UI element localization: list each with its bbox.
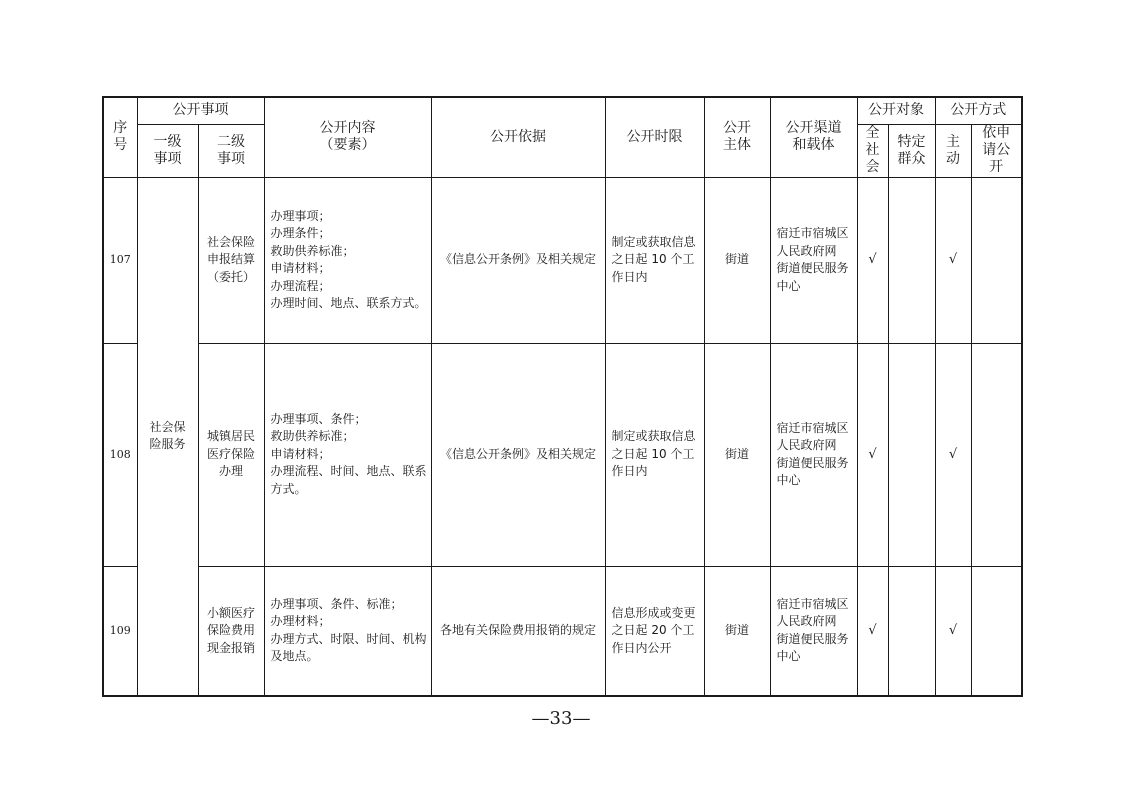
table-row (103, 343, 1022, 566)
row-target-all: √ (857, 177, 888, 343)
row-method-request (971, 343, 1022, 566)
row-level2: 社会保险 申报结算 （委托） (198, 177, 264, 343)
row-level2: 小额医疗 保险费用 现金报销 (198, 566, 264, 696)
row-time-limit: 制定或获取信息 之日起 10 个工 作日内 (605, 343, 704, 566)
header-content: 公开内容 （要素） (264, 97, 431, 177)
row-time-limit: 制定或获取信息 之日起 10 个工 作日内 (605, 177, 704, 343)
row-method-active: √ (935, 177, 971, 343)
row-time-limit: 信息形成或变更 之日起 20 个工 作日内公开 (605, 566, 704, 696)
header-method-active: 主 动 (935, 124, 971, 177)
table-body (103, 177, 1022, 696)
row-method-request (971, 566, 1022, 696)
row-method-active: √ (935, 343, 971, 566)
level1-cell: 社会保 险服务 (137, 177, 198, 696)
header-target-all: 全 社 会 (857, 124, 888, 177)
header-matter-group: 公开事项 (137, 97, 264, 124)
row-subject: 街道 (704, 343, 770, 566)
row-target-all: √ (857, 566, 888, 696)
row-basis: 各地有关保险费用报销的规定 (431, 566, 605, 696)
header-level2: 二级 事项 (198, 124, 264, 177)
table-header (103, 97, 1022, 177)
row-target-specific (888, 343, 935, 566)
page-number: —33— (531, 708, 591, 729)
header-level1: 一级 事项 (137, 124, 198, 177)
header-target-specific: 特定 群众 (888, 124, 935, 177)
table-row (103, 566, 1022, 696)
row-seq: 107 (103, 177, 137, 343)
row-subject: 街道 (704, 177, 770, 343)
header-method-request: 依申 请公 开 (971, 124, 1022, 177)
row-target-specific (888, 566, 935, 696)
header-basis: 公开依据 (431, 97, 605, 177)
row-method-active: √ (935, 566, 971, 696)
row-basis: 《信息公开条例》及相关规定 (431, 177, 605, 343)
header-target-group: 公开对象 (857, 97, 935, 124)
row-level2: 城镇居民 医疗保险 办理 (198, 343, 264, 566)
row-subject: 街道 (704, 566, 770, 696)
header-channel: 公开渠道 和载体 (770, 97, 857, 177)
row-content: 办理事项、条件； 救助供养标准； 申请材料； 办理流程、时间、地点、联系 方式。 (264, 343, 431, 566)
header-time-limit: 公开时限 (605, 97, 704, 177)
row-content: 办理事项； 办理条件； 救助供养标准； 申请材料； 办理流程； 办理时间、地点、联系方式。 (264, 177, 431, 343)
row-channel: 宿迁市宿城区 人民政府网 街道便民服务 中心 (770, 177, 857, 343)
row-seq: 108 (103, 343, 137, 566)
header-method-group: 公开方式 (935, 97, 1022, 124)
row-channel: 宿迁市宿城区 人民政府网 街道便民服务 中心 (770, 566, 857, 696)
row-channel: 宿迁市宿城区 人民政府网 街道便民服务 中心 (770, 343, 857, 566)
row-seq: 109 (103, 566, 137, 696)
disclosure-table (102, 96, 1023, 697)
row-method-request (971, 177, 1022, 343)
table-row (103, 177, 1022, 343)
row-content: 办理事项、条件、标准； 办理材料； 办理方式、时限、时间、机构 及地点。 (264, 566, 431, 696)
row-target-all: √ (857, 343, 888, 566)
row-target-specific (888, 177, 935, 343)
header-seq: 序 号 (103, 97, 137, 177)
row-basis: 《信息公开条例》及相关规定 (431, 343, 605, 566)
header-subject: 公开 主体 (704, 97, 770, 177)
